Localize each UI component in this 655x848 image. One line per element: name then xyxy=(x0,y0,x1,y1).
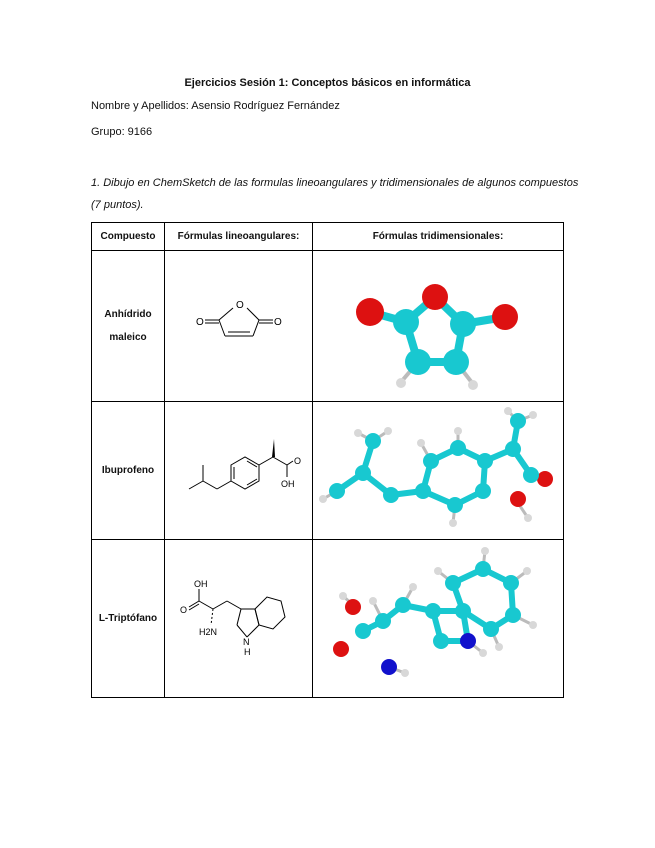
atom-label: H xyxy=(244,646,251,657)
skeletal-formula xyxy=(165,540,313,698)
group-number: Grupo: 9166 xyxy=(91,126,153,138)
compounds-table xyxy=(91,222,564,698)
page-title: Ejercicios Sesión 1: Conceptos básicos en informática xyxy=(184,77,471,89)
table-row xyxy=(92,251,564,402)
maleic-anhydride-skeletal xyxy=(165,252,312,401)
skeletal-formula xyxy=(165,402,313,540)
ibuprofen-3d xyxy=(313,403,563,539)
tryptophan-skeletal xyxy=(165,541,312,697)
student-name: Nombre y Apellidos: Asensio Rodríguez Fernández xyxy=(91,100,340,112)
atom-label: O xyxy=(274,316,282,328)
3d-formula xyxy=(313,402,564,540)
table-row xyxy=(92,540,564,698)
ibuprofen-skeletal xyxy=(165,403,312,539)
table-row xyxy=(92,402,564,540)
atom-label: O xyxy=(294,455,302,466)
atom-label: O xyxy=(196,316,204,328)
compound-name: Anhídrido maleico xyxy=(92,251,165,402)
atom-label: OH xyxy=(281,478,295,489)
atom-label: H2N xyxy=(199,626,218,637)
atom-label: OH xyxy=(194,578,208,589)
atom-label: N xyxy=(243,636,250,647)
tryptophan-3d xyxy=(313,541,563,697)
skeletal-formula xyxy=(165,251,313,402)
atom-label: O xyxy=(180,604,188,615)
compound-name: Ibuprofeno xyxy=(92,402,165,540)
table-header-row xyxy=(92,223,564,251)
3d-formula xyxy=(313,251,564,402)
header-compuesto: Compuesto xyxy=(92,223,165,251)
maleic-anhydride-3d xyxy=(313,252,563,401)
header-lineoangulares: Fórmulas lineoangulares: xyxy=(165,223,313,251)
question-text: 1. Dibujo en ChemSketch de las formulas lineoangulares y tridimensionales de algunos compuestos xyxy=(91,177,579,189)
atom-label: O xyxy=(236,299,244,311)
question-points: (7 puntos). xyxy=(91,199,144,211)
compound-name: L-Triptófano xyxy=(92,540,165,698)
header-tridimensionales: Fórmulas tridimensionales: xyxy=(313,223,564,251)
3d-formula xyxy=(313,540,564,698)
